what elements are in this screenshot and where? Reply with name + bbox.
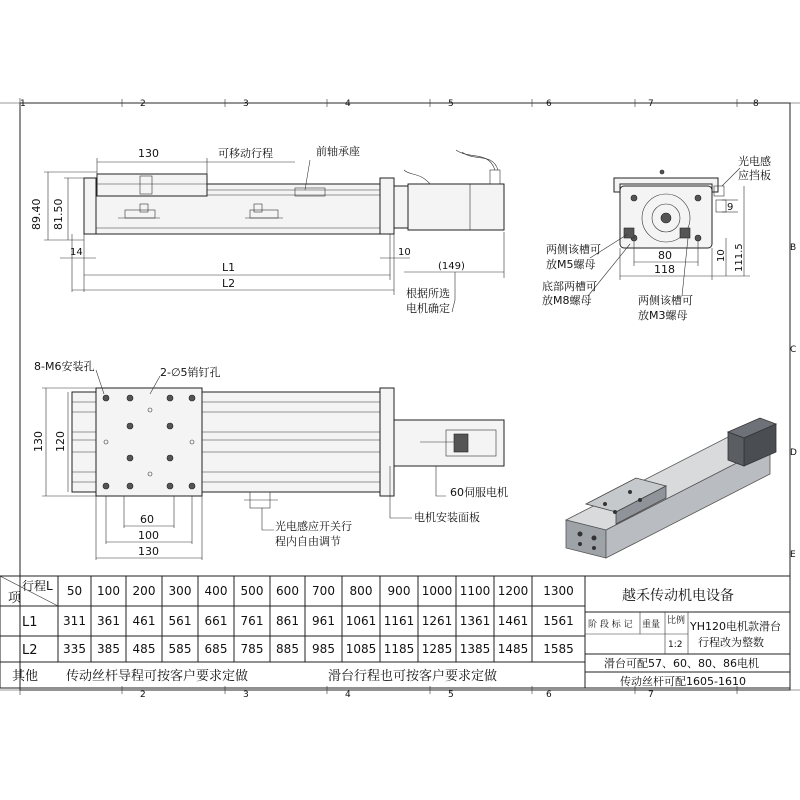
side-L1: L1 [222, 261, 236, 274]
table-cell-L1-1: 361 [97, 614, 120, 628]
table-cell-L1-6: 861 [276, 614, 299, 628]
title-block [585, 576, 790, 688]
top-motor-plate: 电机安装面板 [414, 511, 480, 524]
side-height-89-40: 89.40 [30, 198, 43, 230]
side-dim-14: 14 [70, 247, 83, 258]
border-tick-1: 1 [20, 99, 26, 109]
table-cell-L1-8: 1061 [345, 614, 377, 628]
table-cell-L2-10: 1285 [421, 642, 453, 656]
end-view-slot-left [624, 228, 634, 238]
border-side-e: E [790, 550, 796, 560]
side-height-81-50: 81.50 [52, 198, 65, 230]
border-tick-6: 6 [546, 99, 552, 109]
front-bearing-block [380, 178, 394, 234]
top-m6-holes: 8-M6安装孔 [34, 360, 95, 373]
border-tick-7: 7 [648, 99, 654, 109]
table-cell-L2-11: 1385 [459, 642, 491, 656]
table-cell-L1-5: 761 [240, 614, 264, 628]
table-cell-L2-3: 585 [168, 642, 192, 656]
table-stroke-600: 600 [276, 584, 299, 598]
border-tick-4: 4 [345, 99, 351, 109]
table-cell-L1-10: 1261 [421, 614, 453, 628]
title-ratio: 1:2 [668, 640, 683, 650]
end-slot-m5-2: 放M5螺母 [546, 258, 596, 271]
table-cell-L2-13: 1585 [543, 642, 574, 656]
motor-mount-plate-top [380, 388, 394, 496]
table-note-2: 滑台行程也可按客户要求定做 [328, 669, 498, 684]
end-view-slot-right [680, 228, 690, 238]
top-sensor-switch-2: 程内自由调节 [275, 535, 341, 548]
border-tick-5: 5 [448, 99, 454, 109]
table-cell-L1-11: 1361 [459, 614, 491, 628]
side-motor-note-1: 根据所选 [406, 287, 450, 300]
end-dim-80: 80 [658, 249, 672, 262]
motor-body-side [408, 184, 504, 230]
end-dim-10: 10 [716, 249, 727, 262]
table-stroke-100: 100 [97, 584, 120, 598]
title-screw-options: 传动丝杆可配1605-1610 [620, 675, 746, 688]
table-row-label-L2: L2 [22, 643, 38, 658]
border-btick-3: 3 [243, 690, 249, 700]
end-view [542, 154, 771, 322]
end-sensor-plate-1: 光电感 [738, 155, 771, 168]
side-dim-130: 130 [138, 147, 159, 160]
title-company: 越禾传动机电设备 [622, 588, 734, 604]
table-row-label-L1: L1 [22, 615, 38, 630]
table-stroke-900: 900 [387, 584, 411, 598]
end-slot-m8-1: 底部两槽可 [542, 280, 597, 293]
table-stroke-1300: 1300 [543, 584, 574, 598]
title-model-2: 行程改为整数 [698, 636, 764, 649]
table-stroke-1000: 1000 [421, 584, 453, 598]
end-slot-m3-1: 两侧该槽可 [638, 294, 693, 307]
title-weight: 重量 [642, 620, 661, 630]
border-btick-5: 5 [448, 690, 454, 700]
end-dim-9: 9 [727, 202, 734, 213]
carriage-top [96, 388, 202, 496]
top-dim-100: 100 [138, 529, 159, 542]
table-stroke-1100: 1100 [459, 584, 491, 598]
border-tick-2: 2 [140, 99, 146, 109]
side-dim-10: 10 [398, 247, 411, 258]
parameter-table [0, 576, 585, 688]
top-sensor-switch-1: 光电感应开关行 [275, 520, 352, 533]
top-dim-60: 60 [140, 513, 154, 526]
border-btick-4: 4 [345, 690, 351, 700]
table-note-1: 传动丝杆导程可按客户要求定做 [66, 669, 249, 684]
table-cell-L2-8: 1085 [345, 642, 377, 656]
border-side-b: B [790, 243, 797, 253]
border-btick-7: 7 [648, 690, 654, 700]
table-stroke-50: 50 [66, 584, 83, 598]
border-side-d: D [790, 448, 797, 458]
table-cell-L1-2: 461 [132, 614, 156, 628]
table-cell-L1-13: 1561 [543, 614, 574, 628]
end-slot-m3-2: 放M3螺母 [638, 309, 688, 322]
top-servo-motor: 60伺服电机 [450, 486, 508, 499]
table-cell-L1-12: 1461 [497, 614, 529, 628]
table-cell-L1-3: 561 [168, 614, 192, 628]
side-dim-149: (149) [438, 261, 465, 272]
table-stroke-400: 400 [204, 584, 228, 598]
motor-flange-side [394, 186, 408, 228]
end-dim-111-5: 111.5 [734, 243, 745, 272]
title-stage-mark: 阶 段 标 记 [588, 620, 633, 630]
table-cell-L2-6: 885 [276, 642, 299, 656]
border-btick-6: 6 [546, 690, 552, 700]
rear-end-block [84, 178, 96, 234]
side-movable-stroke: 可移动行程 [218, 147, 273, 160]
end-slot-m8-2: 放M8螺母 [542, 294, 592, 307]
table-cell-L1-9: 1161 [383, 614, 415, 628]
table-cell-L1-4: 661 [204, 614, 228, 628]
table-stroke-300: 300 [168, 584, 192, 598]
top-pin-holes: 2-∅5销钉孔 [160, 366, 221, 379]
table-stroke-label: 行程L [22, 579, 53, 593]
table-cell-L1-0: 311 [63, 614, 86, 628]
side-motor-note-2: 电机确定 [406, 302, 450, 315]
table-stroke-500: 500 [240, 584, 264, 598]
border-side-c: C [790, 345, 797, 355]
table-cell-L2-5: 785 [240, 642, 264, 656]
title-model-1: YH120电机款滑台 [690, 620, 781, 633]
table-stroke-1200: 1200 [497, 584, 529, 598]
table-cell-L2-0: 335 [63, 642, 86, 656]
top-height-130: 130 [32, 431, 45, 452]
side-front-bearing: 前轴承座 [316, 145, 360, 158]
end-sensor-plate-2: 应挡板 [738, 169, 771, 182]
border-btick-2: 2 [140, 690, 146, 700]
table-cell-L2-2: 485 [132, 642, 156, 656]
table-stroke-800: 800 [349, 584, 373, 598]
border-tick-3: 3 [243, 99, 249, 109]
table-cell-L2-12: 1485 [497, 642, 529, 656]
end-dim-118: 118 [654, 263, 675, 276]
top-view [32, 359, 508, 560]
side-L2: L2 [222, 277, 236, 290]
table-cell-L2-4: 685 [204, 642, 228, 656]
product-isometric-view [566, 418, 776, 558]
table-cell-L1-7: 961 [312, 614, 335, 628]
table-stroke-700: 700 [312, 584, 335, 598]
servo-motor-top [394, 420, 504, 466]
end-slot-m5-1: 两侧该槽可 [546, 243, 601, 256]
table-cell-L2-9: 1185 [383, 642, 415, 656]
table-stroke-200: 200 [132, 584, 156, 598]
table-cell-L2-1: 385 [97, 642, 120, 656]
title-motor-options: 滑台可配57、60、80、86电机 [604, 657, 759, 670]
table-item-label: 项 [8, 591, 22, 606]
top-dim-130: 130 [138, 545, 159, 558]
table-cell-L2-7: 985 [312, 642, 335, 656]
side-view [30, 144, 504, 315]
title-ratio-label: 比例 [667, 616, 686, 626]
table-other-label: 其他 [12, 669, 39, 684]
border-tick-8: 8 [753, 99, 759, 109]
top-height-120: 120 [54, 431, 67, 452]
